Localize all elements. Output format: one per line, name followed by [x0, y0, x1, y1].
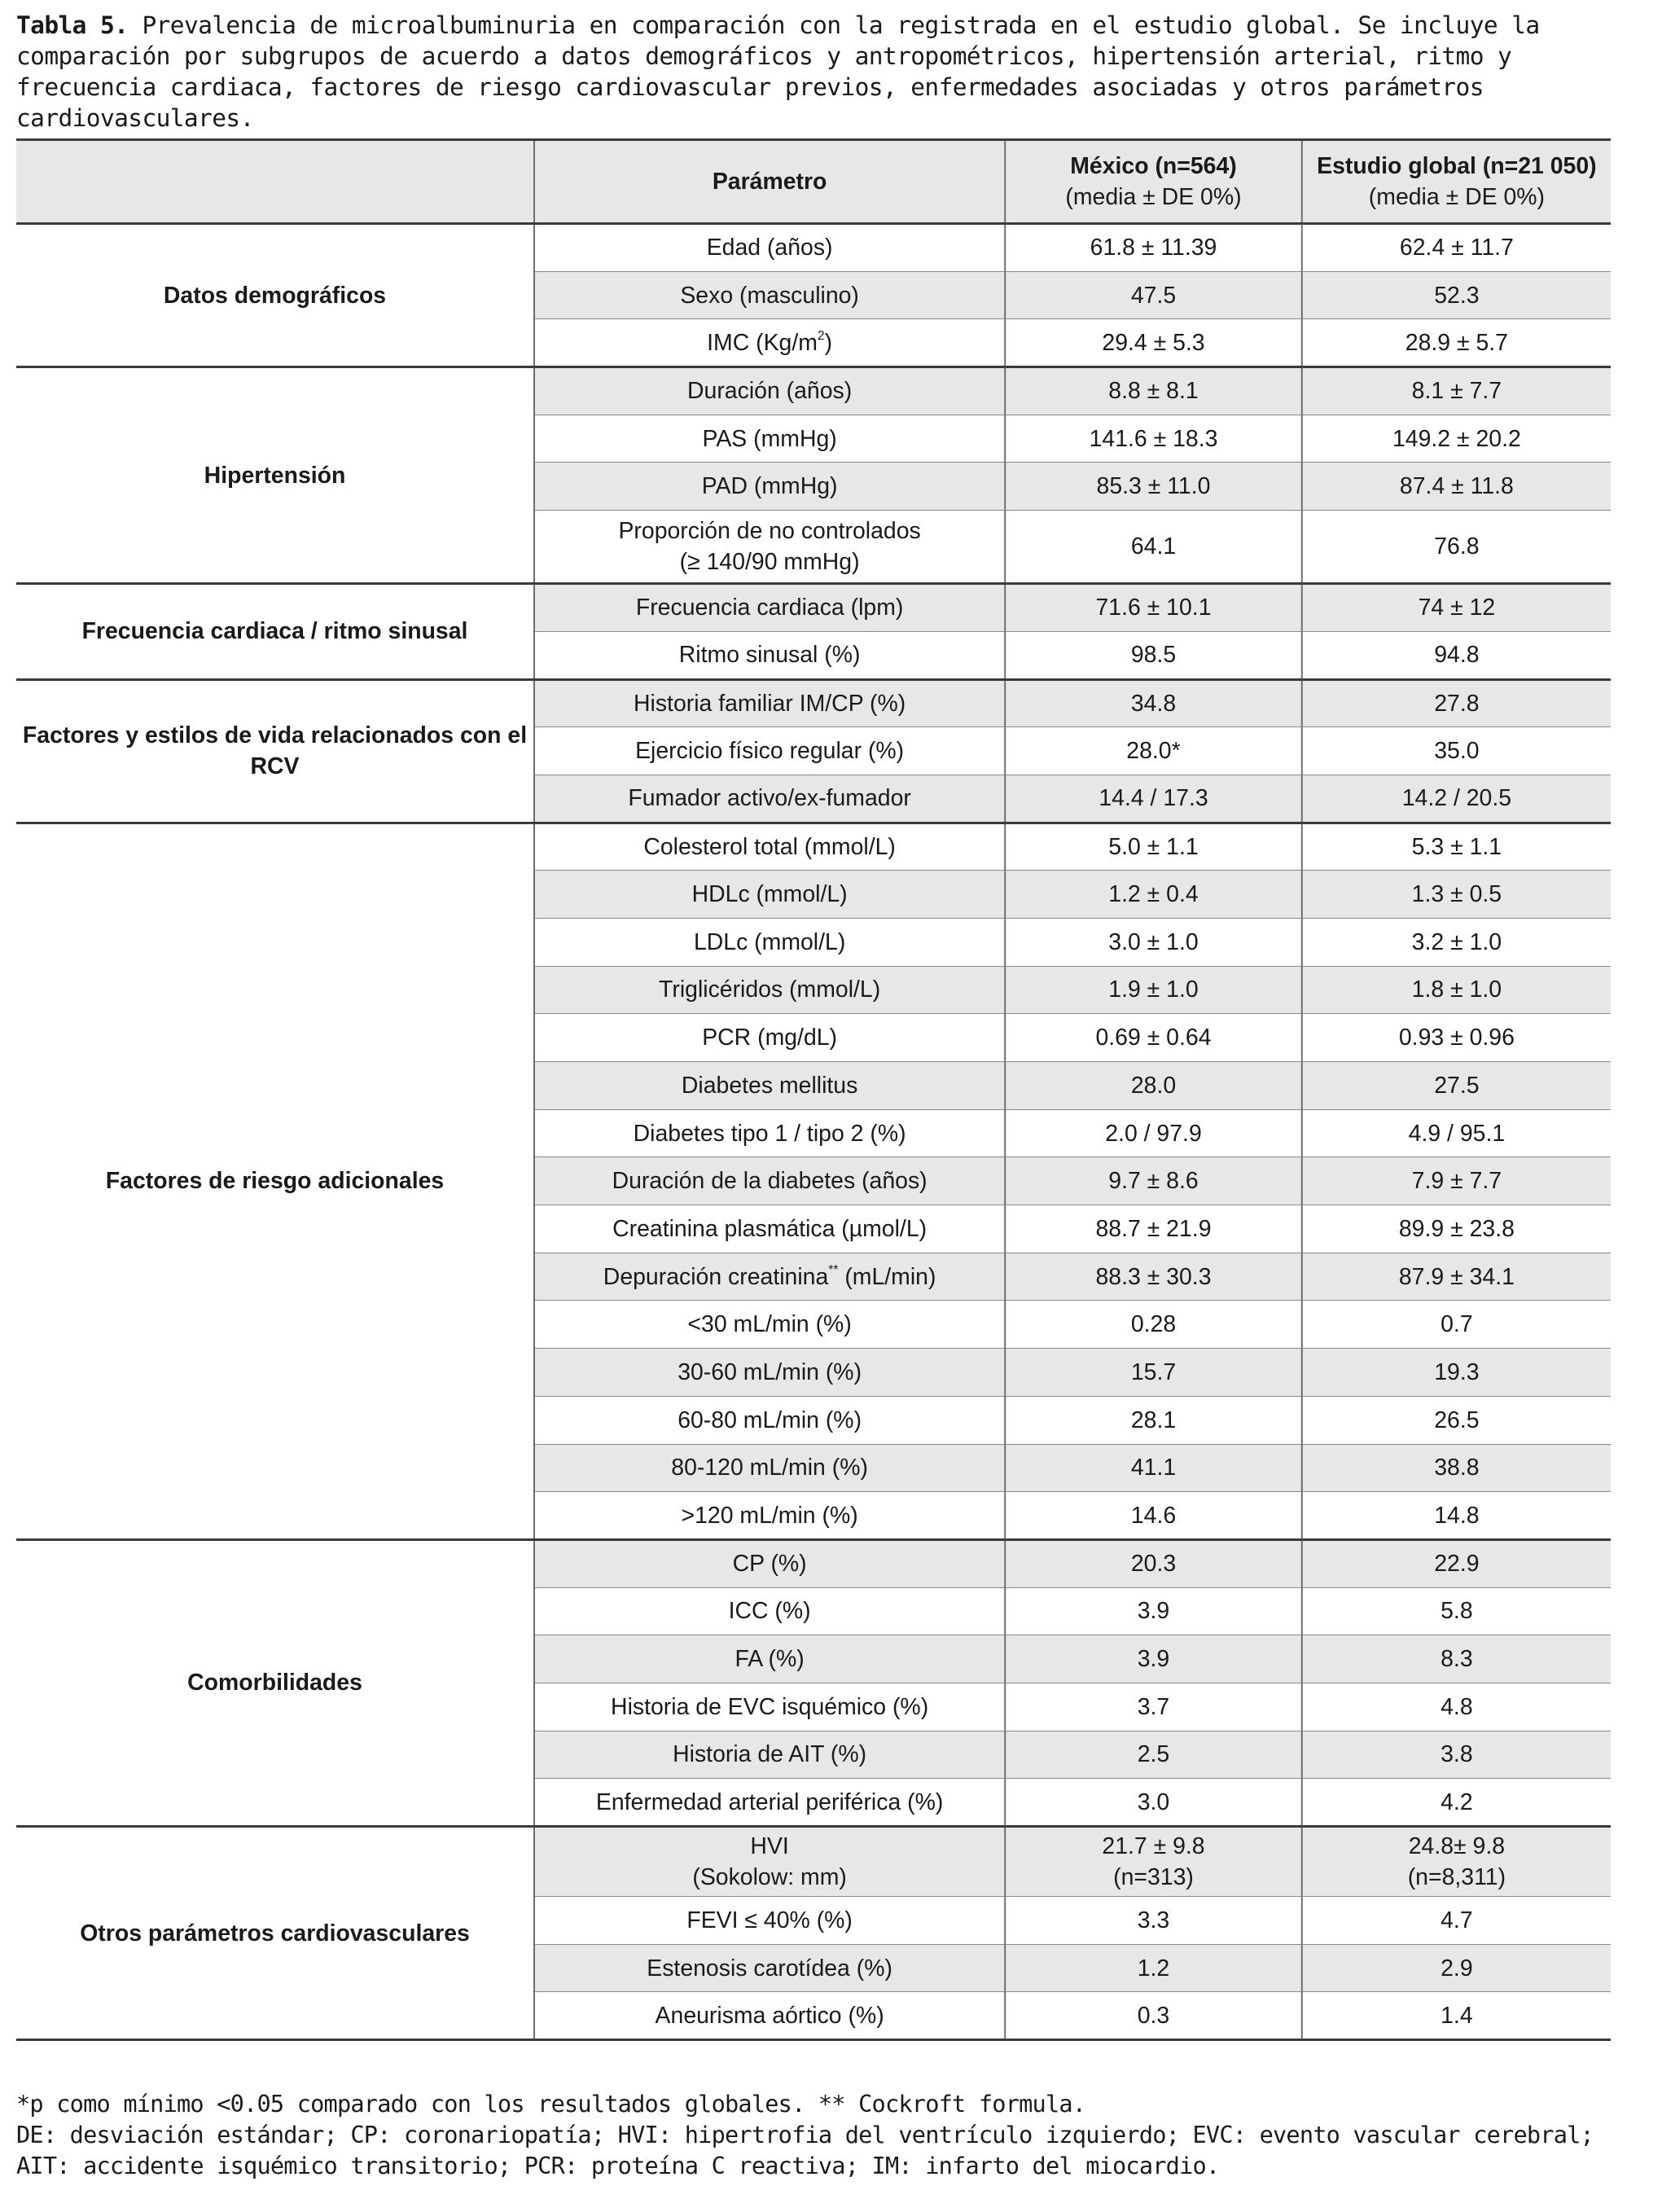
param-cell	[534, 1827, 1005, 1897]
table-header-row	[16, 140, 1611, 224]
param-cell: Ritmo sinusal (%)	[534, 631, 1005, 679]
param-cell: Historia de EVC isquémico (%)	[534, 1683, 1005, 1731]
group-frecuencia: Frecuencia cardiaca / ritmo sinusal	[16, 584, 534, 679]
param-cell: Enfermedad arterial periférica (%)	[534, 1779, 1005, 1827]
mexico-cell: 88.7 ± 21.9	[1005, 1205, 1302, 1253]
param-text-after: (mL/min)	[838, 1263, 936, 1290]
global-cell: 1.3 ± 0.5	[1302, 871, 1611, 919]
global-cell: 1.4	[1302, 1992, 1611, 2040]
param-cell: Historia familiar IM/CP (%)	[534, 679, 1005, 727]
global-cell: 0.93 ± 0.96	[1302, 1014, 1611, 1062]
mexico-line-1: 21.7 ± 9.8	[1102, 1833, 1205, 1859]
param-cell: <30 mL/min (%)	[534, 1301, 1005, 1349]
global-cell: 8.1 ± 7.7	[1302, 367, 1611, 415]
mexico-cell: 0.28	[1005, 1301, 1302, 1349]
param-cell: PAD (mmHg)	[534, 463, 1005, 511]
param-line-1: Proporción de no controlados	[618, 518, 921, 545]
param-cell: Frecuencia cardiaca (lpm)	[534, 584, 1005, 632]
param-cell	[534, 511, 1005, 584]
header-mexico	[1005, 140, 1302, 224]
header-global-title: Estudio global (n=21 050)	[1317, 153, 1597, 179]
global-cell: 35.0	[1302, 727, 1611, 775]
header-param	[534, 140, 1005, 224]
param-cell: ICC (%)	[534, 1587, 1005, 1635]
global-cell: 22.9	[1302, 1539, 1611, 1587]
param-cell	[534, 319, 1005, 367]
param-cell: Creatinina plasmática (µmol/L)	[534, 1205, 1005, 1253]
mexico-cell: 98.5	[1005, 631, 1302, 679]
param-cell: Ejercicio físico regular (%)	[534, 727, 1005, 775]
global-cell: 74 ± 12	[1302, 584, 1611, 632]
global-cell: 4.9 / 95.1	[1302, 1109, 1611, 1157]
param-line-2: (≥ 140/90 mmHg)	[679, 549, 860, 576]
mexico-cell: 14.6	[1005, 1492, 1302, 1540]
global-line-1: 24.8± 9.8	[1408, 1833, 1506, 1859]
param-cell: FA (%)	[534, 1635, 1005, 1683]
group-estilos-line-2: RCV	[250, 753, 300, 780]
group-estilos-line-1: Factores y estilos de vida relacionados con el	[22, 722, 528, 749]
header-group	[16, 140, 534, 224]
mexico-cell: 3.3	[1005, 1897, 1302, 1945]
param-cell: Historia de AIT (%)	[534, 1731, 1005, 1779]
param-cell: 80-120 mL/min (%)	[534, 1444, 1005, 1492]
header-mexico-title: México (n=564)	[1070, 153, 1237, 179]
param-cell: Aneurisma aórtico (%)	[534, 1992, 1005, 2040]
global-cell: 62.4 ± 11.7	[1302, 224, 1611, 272]
mexico-cell: 9.7 ± 8.6	[1005, 1157, 1302, 1205]
mexico-cell: 15.7	[1005, 1349, 1302, 1397]
param-cell: FEVI ≤ 40% (%)	[534, 1897, 1005, 1945]
param-cell: HDLc (mmol/L)	[534, 871, 1005, 919]
footnote-significance: *p como mínimo <0.05 comparado con los resultados globales. ** Cockroft formula.	[16, 2090, 1086, 2118]
table-row	[16, 1539, 1611, 1587]
comparison-table	[16, 138, 1611, 2041]
mexico-cell: 3.7	[1005, 1683, 1302, 1731]
param-cell: 60-80 mL/min (%)	[534, 1396, 1005, 1444]
param-cell: Diabetes tipo 1 / tipo 2 (%)	[534, 1109, 1005, 1157]
param-cell: >120 mL/min (%)	[534, 1492, 1005, 1540]
header-global-sub: (media ± DE 0%)	[1368, 184, 1545, 210]
param-cell	[534, 1253, 1005, 1301]
mexico-cell: 20.3	[1005, 1539, 1302, 1587]
global-cell: 76.8	[1302, 511, 1611, 584]
mexico-cell: 14.4 / 17.3	[1005, 775, 1302, 823]
group-estilos-vida	[16, 679, 534, 823]
mexico-cell: 85.3 ± 11.0	[1005, 463, 1302, 511]
mexico-cell: 141.6 ± 18.3	[1005, 415, 1302, 463]
mexico-cell: 5.0 ± 1.1	[1005, 823, 1302, 871]
mexico-cell: 88.3 ± 30.3	[1005, 1253, 1302, 1301]
mexico-cell: 0.3	[1005, 1992, 1302, 2040]
mexico-cell: 47.5	[1005, 271, 1302, 319]
table-row	[16, 823, 1611, 871]
table-row	[16, 679, 1611, 727]
group-comorbilidades: Comorbilidades	[16, 1539, 534, 1826]
header-mexico-sub: (media ± DE 0%)	[1065, 184, 1242, 210]
param-text-after: )	[824, 329, 833, 356]
global-cell: 26.5	[1302, 1396, 1611, 1444]
global-cell: 2.9	[1302, 1944, 1611, 1992]
global-cell: 87.9 ± 34.1	[1302, 1253, 1611, 1301]
global-cell: 38.8	[1302, 1444, 1611, 1492]
caption-text: Prevalencia de microalbuminuria en comparación con la registrada en el estudio global. Se incluye la comparación por subgrupos de acuerdo a datos demográficos y antropométricos, hipertensión arterial, ritmo y frecuencia cardiaca, factores de riesgo cardiovascular previos, enfermedades asociadas y otros parámetros cardiovasculares.	[16, 11, 1540, 132]
mexico-line-2: (n=313)	[1113, 1864, 1194, 1890]
global-line-2: (n=8,311)	[1407, 1864, 1506, 1890]
param-text: Depuración creatinina	[603, 1263, 829, 1290]
param-cell: Sexo (masculino)	[534, 271, 1005, 319]
global-cell: 8.3	[1302, 1635, 1611, 1683]
mexico-cell	[1005, 1827, 1302, 1897]
param-cell: Duración de la diabetes (años)	[534, 1157, 1005, 1205]
global-cell: 28.9 ± 5.7	[1302, 319, 1611, 367]
global-cell: 4.7	[1302, 1897, 1611, 1945]
global-cell: 27.8	[1302, 679, 1611, 727]
caption-label: Tabla 5.	[16, 11, 129, 39]
mexico-cell: 1.2	[1005, 1944, 1302, 1992]
mexico-cell: 41.1	[1005, 1444, 1302, 1492]
mexico-cell: 71.6 ± 10.1	[1005, 584, 1302, 632]
param-cell: Diabetes mellitus	[534, 1062, 1005, 1110]
group-hipertension: Hipertensión	[16, 367, 534, 584]
param-cell: CP (%)	[534, 1539, 1005, 1587]
mexico-cell: 1.9 ± 1.0	[1005, 966, 1302, 1014]
table-row	[16, 1827, 1611, 1897]
param-line-2: (Sokolow: mm)	[692, 1864, 847, 1890]
param-cell: Triglicéridos (mmol/L)	[534, 966, 1005, 1014]
mexico-cell: 3.9	[1005, 1635, 1302, 1683]
param-cell: Fumador activo/ex-fumador	[534, 775, 1005, 823]
group-otros-cardiovasculares: Otros parámetros cardiovasculares	[16, 1827, 534, 2040]
footnote-abbreviations: DE: desviación estándar; CP: coronariopatía; HVI: hipertrofia del ventrículo izquierdo; EVC: evento vascular cerebral; AIT: accidente isquémico transitorio; PCR: proteína C reactiva; IM: infarto del miocardio.	[16, 2121, 1594, 2179]
table-row	[16, 367, 1611, 415]
mexico-cell: 2.5	[1005, 1731, 1302, 1779]
table-row	[16, 584, 1611, 632]
global-cell: 149.2 ± 20.2	[1302, 415, 1611, 463]
global-cell: 5.8	[1302, 1587, 1611, 1635]
global-cell: 3.2 ± 1.0	[1302, 918, 1611, 966]
table-caption	[16, 10, 1653, 134]
mexico-cell: 29.4 ± 5.3	[1005, 319, 1302, 367]
param-line-1: HVI	[750, 1833, 789, 1859]
global-cell: 4.8	[1302, 1683, 1611, 1731]
header-param-label: Parámetro	[712, 169, 827, 195]
param-cell: PCR (mg/dL)	[534, 1014, 1005, 1062]
global-cell: 14.8	[1302, 1492, 1611, 1540]
param-cell: PAS (mmHg)	[534, 415, 1005, 463]
mexico-cell: 1.2 ± 0.4	[1005, 871, 1302, 919]
param-cell: Duración (años)	[534, 367, 1005, 415]
mexico-cell: 34.8	[1005, 679, 1302, 727]
global-cell: 27.5	[1302, 1062, 1611, 1110]
mexico-cell: 0.69 ± 0.64	[1005, 1014, 1302, 1062]
global-cell: 19.3	[1302, 1349, 1611, 1397]
mexico-cell: 3.9	[1005, 1587, 1302, 1635]
table-footnotes	[16, 2088, 1653, 2181]
global-cell: 4.2	[1302, 1779, 1611, 1827]
mexico-cell: 28.0	[1005, 1062, 1302, 1110]
mexico-cell: 28.1	[1005, 1396, 1302, 1444]
mexico-cell: 3.0 ± 1.0	[1005, 918, 1302, 966]
table-row	[16, 224, 1611, 272]
param-cell: Edad (años)	[534, 224, 1005, 272]
mexico-cell: 8.8 ± 8.1	[1005, 367, 1302, 415]
param-cell: LDLc (mmol/L)	[534, 918, 1005, 966]
mexico-cell: 64.1	[1005, 511, 1302, 584]
global-cell: 7.9 ± 7.7	[1302, 1157, 1611, 1205]
global-cell: 1.8 ± 1.0	[1302, 966, 1611, 1014]
global-cell: 3.8	[1302, 1731, 1611, 1779]
param-cell: 30-60 mL/min (%)	[534, 1349, 1005, 1397]
param-cell: Estenosis carotídea (%)	[534, 1944, 1005, 1992]
group-demograficos: Datos demográficos	[16, 224, 534, 367]
mexico-cell: 61.8 ± 11.39	[1005, 224, 1302, 272]
param-superscript: 2	[817, 329, 825, 344]
param-cell: Colesterol total (mmol/L)	[534, 823, 1005, 871]
mexico-cell: 3.0	[1005, 1779, 1302, 1827]
global-cell	[1302, 1827, 1611, 1897]
mexico-cell: 28.0*	[1005, 727, 1302, 775]
global-cell: 52.3	[1302, 271, 1611, 319]
param-superscript: **	[828, 1263, 839, 1278]
global-cell: 0.7	[1302, 1301, 1611, 1349]
header-global	[1302, 140, 1611, 224]
global-cell: 87.4 ± 11.8	[1302, 463, 1611, 511]
mexico-cell: 2.0 / 97.9	[1005, 1109, 1302, 1157]
global-cell: 14.2 / 20.5	[1302, 775, 1611, 823]
global-cell: 94.8	[1302, 631, 1611, 679]
param-text: IMC (Kg/m	[707, 329, 818, 356]
group-riesgo-adicional: Factores de riesgo adicionales	[16, 823, 534, 1539]
global-cell: 89.9 ± 23.8	[1302, 1205, 1611, 1253]
global-cell: 5.3 ± 1.1	[1302, 823, 1611, 871]
